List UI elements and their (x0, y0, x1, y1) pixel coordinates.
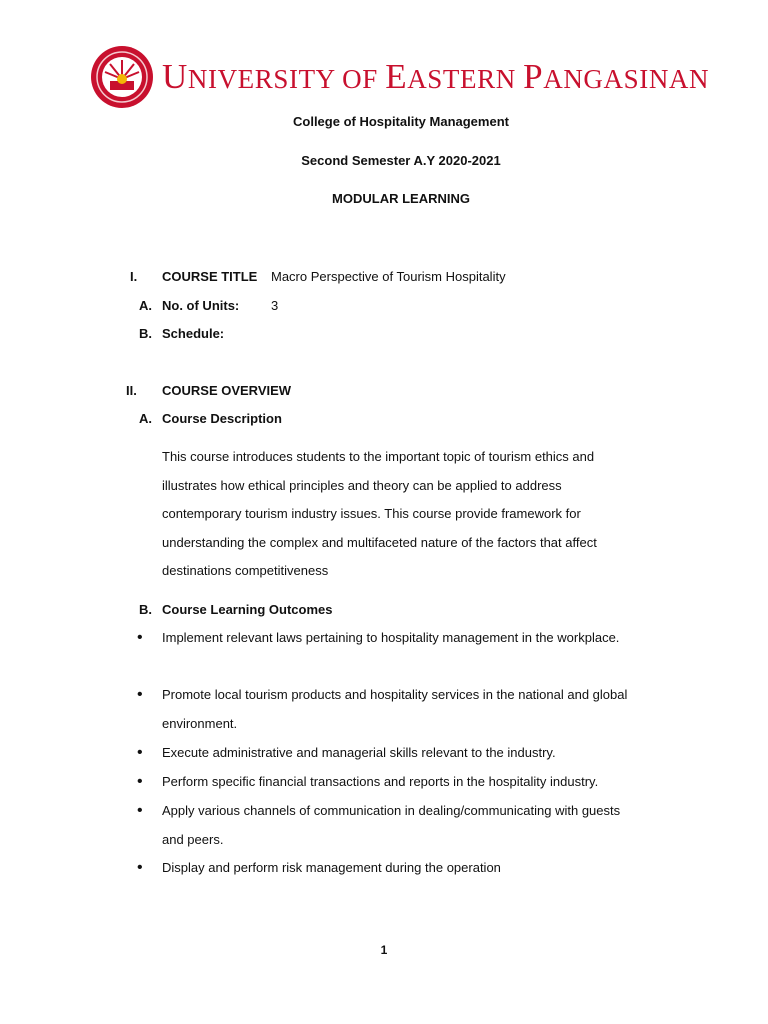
outcomes-letter: B. (139, 602, 152, 617)
semester-line: Second Semester A.Y 2020-2021 (301, 153, 501, 168)
bullet-icon: • (137, 744, 143, 761)
description-line: destinations competitiveness (162, 563, 329, 579)
bullet-icon: • (137, 686, 143, 703)
outcome-item: Execute administrative and managerial skills relevant to the industry. (162, 745, 556, 760)
outcome-item: Implement relevant laws pertaining to hospitality management in the workplace. (162, 630, 620, 645)
bullet-icon: • (137, 802, 143, 819)
bullet-icon: • (137, 859, 143, 876)
units-label: No. of Units: (162, 298, 240, 313)
outcome-item: Perform specific financial transactions and reports in the hospitality industry. (162, 774, 599, 789)
university-header (86, 45, 710, 113)
course-title-value: Macro Perspective of Tourism Hospitality (271, 269, 506, 284)
units-letter: A. (139, 298, 152, 313)
university-seal-icon (90, 45, 154, 109)
learning-outcomes-heading: Course Learning Outcomes (162, 602, 333, 617)
course-description-heading: Course Description (162, 411, 282, 426)
description-line: understanding the complex and multifaceted nature of the factors that affect (162, 534, 597, 550)
learning-mode: MODULAR LEARNING (332, 191, 470, 206)
college-name: College of Hospitality Management (293, 114, 509, 129)
outcome-item: Promote local tourism products and hospitality services in the national and global environment. (162, 687, 628, 731)
description-letter: A. (139, 411, 152, 426)
course-description-paragraph (162, 443, 652, 586)
outcome-item: Display and perform risk management during the operation (162, 860, 501, 875)
section-1-numeral: I. (130, 269, 138, 284)
description-line: contemporary tourism industry issues. This course provide framework for (162, 506, 581, 522)
outcome-item: Apply various channels of communication in dealing/communicating with guests and peers. (162, 803, 621, 847)
course-title-label: COURSE TITLE (162, 269, 258, 284)
university-name: UNIVERSITY OF EASTERN PANGASINAN (162, 57, 710, 96)
page-number: 1 (380, 943, 388, 957)
bullet-icon: • (137, 629, 143, 646)
schedule-letter: B. (139, 326, 152, 341)
description-line: illustrates how ethical principles and theory can be applied to address (162, 477, 562, 493)
schedule-label: Schedule: (162, 326, 225, 341)
bullet-icon: • (137, 773, 143, 790)
section-2-numeral: II. (126, 383, 137, 398)
units-value: 3 (271, 298, 279, 313)
description-line: This course introduces students to the important topic of tourism ethics and (162, 449, 595, 464)
course-overview-heading: COURSE OVERVIEW (162, 383, 292, 398)
